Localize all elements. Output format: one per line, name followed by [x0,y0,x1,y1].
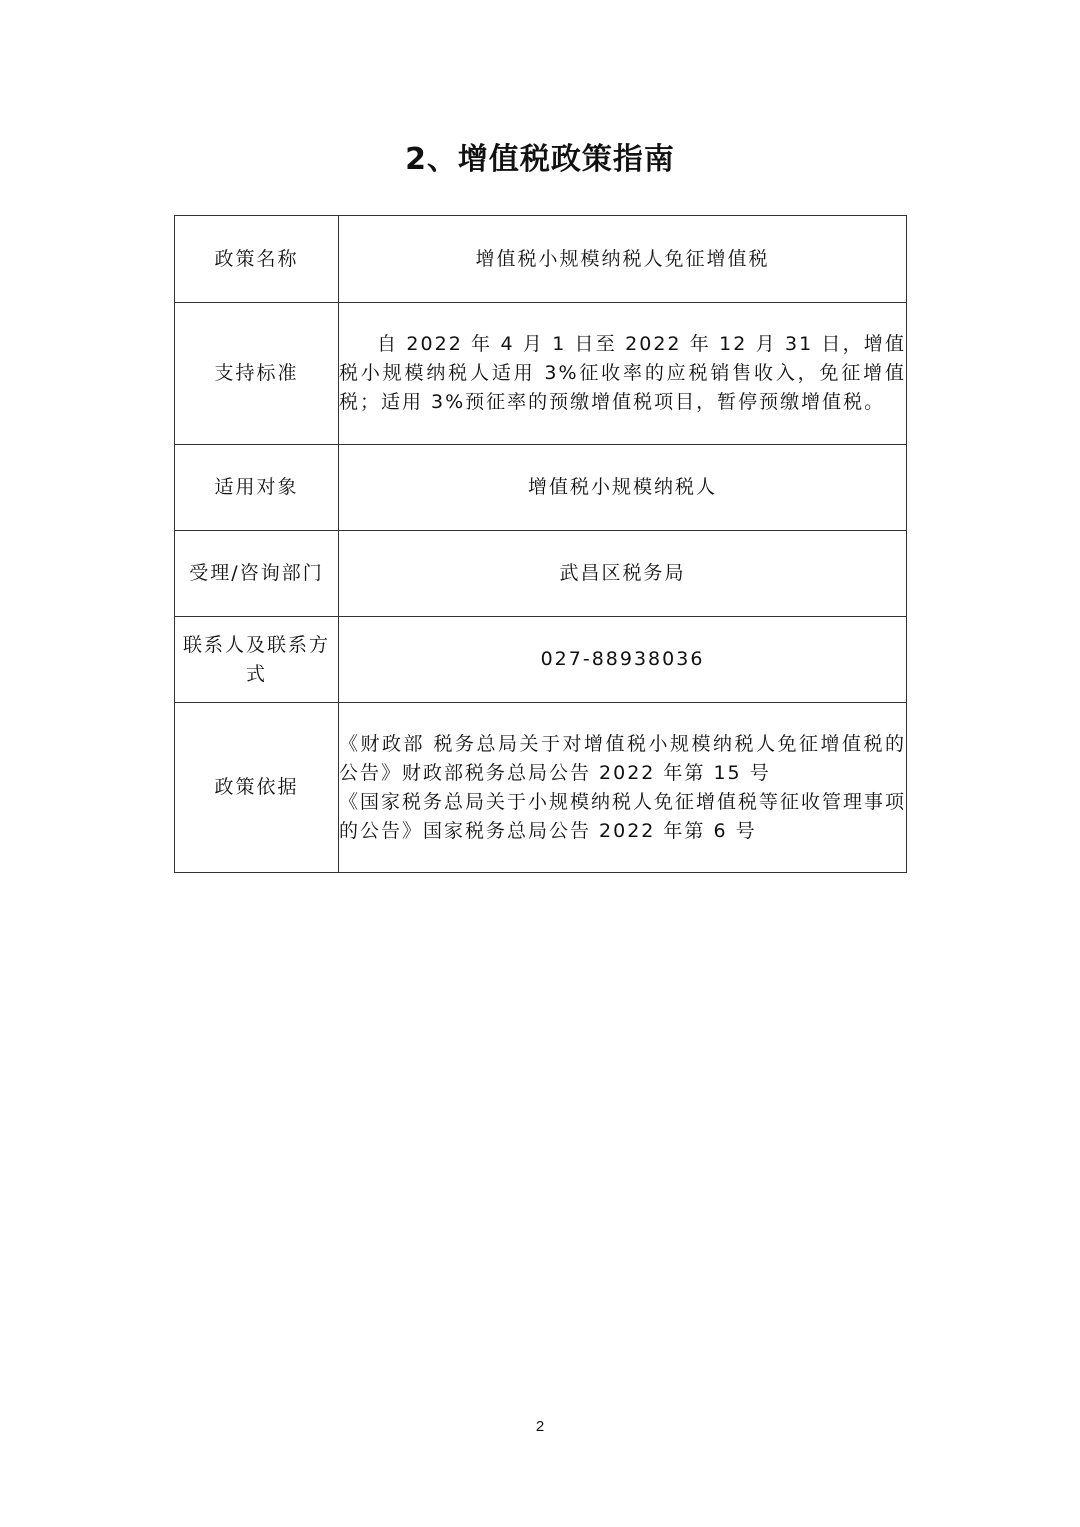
table-row [175,617,907,703]
row-value-applicable-object: 增值税小规模纳税人 [339,445,907,531]
policy-basis-item: 《财政部 税务总局关于对增值税小规模纳税人免征增值税的公告》财政部税务总局公告 2022 年第 15 号 [339,732,906,784]
page-title: 2、增值税政策指南 [405,142,675,177]
row-label-contact: 联系人及联系方式 [175,617,339,703]
table-row [175,703,907,873]
row-value-support-standard [339,303,907,445]
table-row [175,445,907,531]
row-label-applicable-object: 适用对象 [175,445,339,531]
row-value-contact: 027-88938036 [339,617,907,703]
row-label-department: 受理/咨询部门 [175,531,339,617]
row-label-policy-basis: 政策依据 [175,703,339,873]
row-value-policy-basis [339,703,907,873]
row-value-department: 武昌区税务局 [339,531,907,617]
row-value-policy-name: 增值税小规模纳税人免征增值税 [339,216,907,303]
table-row [175,216,907,303]
table-row [175,303,907,445]
row-label-support-standard: 支持标准 [175,303,339,445]
policy-basis-item: 《国家税务总局关于小规模纳税人免征增值税等征收管理事项的公告》国家税务总局公告 2022 年第 6 号 [339,790,907,842]
policy-table [174,215,907,873]
table-row [175,531,907,617]
support-standard-text: 自 2022 年 4 月 1 日至 2022 年 12 月 31 日，增值税小规模纳税人适用 3%征收率的应税销售收入，免征增值税；适用 3%预征率的预缴增值税项目，暂停预缴增值税。 [339,333,906,413]
row-label-policy-name: 政策名称 [175,216,339,303]
page-number: 2 [535,1418,545,1435]
